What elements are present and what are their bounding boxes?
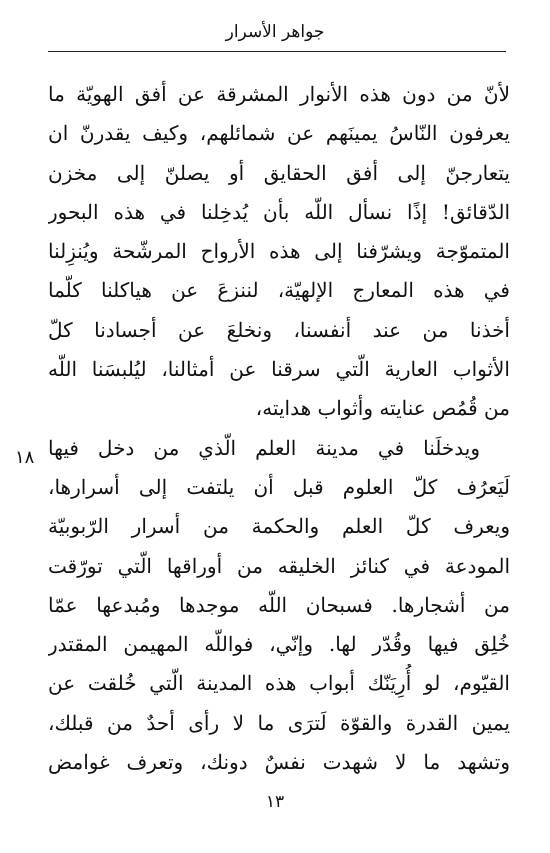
text-line: من قُمُص عنايته وأثواب هدايته، bbox=[255, 396, 510, 421]
text-line: الدّقائق! إذًا نسأل اللّه بأن يُدخِلنا في هذه البحور bbox=[48, 199, 510, 224]
text-line: لأنّ من دون هذه الأنوار المشرقة عن أفق الهويّة ما bbox=[48, 82, 510, 106]
text-line: وتشهد ما لا شهدت نفسٌ دونك، وتعرف غوامض bbox=[48, 750, 510, 775]
header-divider bbox=[48, 51, 506, 52]
text-line: ويعرف كلّ العلم والحكمة من أسرار الرّبوبيّة bbox=[48, 514, 510, 539]
page-number: ١٣ bbox=[265, 792, 285, 812]
text-line: الأثواب العارية الّتي سرقنا عن أمثالنا، ليُلبسَنا اللّه bbox=[48, 357, 510, 382]
text-line: في هذه المعارج الإلهيّة، لننزعَ عن هياكلنا كلّما bbox=[48, 278, 510, 303]
running-header-title: جواهر الأسرار bbox=[225, 22, 325, 42]
text-line: القيّوم، لو أُرِيَنّك أبواب هذه المدينة الّتي خُلقت عن bbox=[48, 671, 510, 696]
text-line: ويدخلَنا في مدينة العلم الّذي من دخل فيها bbox=[48, 435, 480, 460]
text-line: خُلِق فيها وقُدّر لها. وإنّي، فواللّه المهيمن المقتدر bbox=[48, 632, 510, 657]
text-line: أخذنا من عند أنفسنا، ونخلعَ عن أجسادنا كلّ bbox=[48, 317, 510, 342]
text-line: يمين القدرة والقوّة لَترَى ما لا رأى أحدٌ من قبلك، bbox=[48, 710, 510, 735]
text-line: يعرفون النّاسُ يمينَهم عن شمائلهم، وكيف يقدرنّ ان bbox=[48, 121, 510, 146]
text-line: لَيَعرُف كلّ العلوم قبل أن يلتفت إلى أسرارها، bbox=[48, 474, 510, 499]
text-line: المتموّجة ويشرّفنا إلى هذه الأرواح المرشّحة ويُنزِلنا bbox=[48, 239, 510, 264]
body-text bbox=[48, 75, 510, 782]
paragraph-number: ١٨ bbox=[15, 447, 35, 468]
text-line: المودعة في كنائز الخليقه من أوراقها الّتي تورّقت bbox=[48, 553, 510, 578]
text-line: من أشجارها. فسبحان اللّه موجدها ومُبدعها عمّا bbox=[48, 592, 510, 617]
text-line: يتعارجنّ إلى أفق الحقايق أو يصلنّ إلى مخزن bbox=[48, 160, 510, 185]
